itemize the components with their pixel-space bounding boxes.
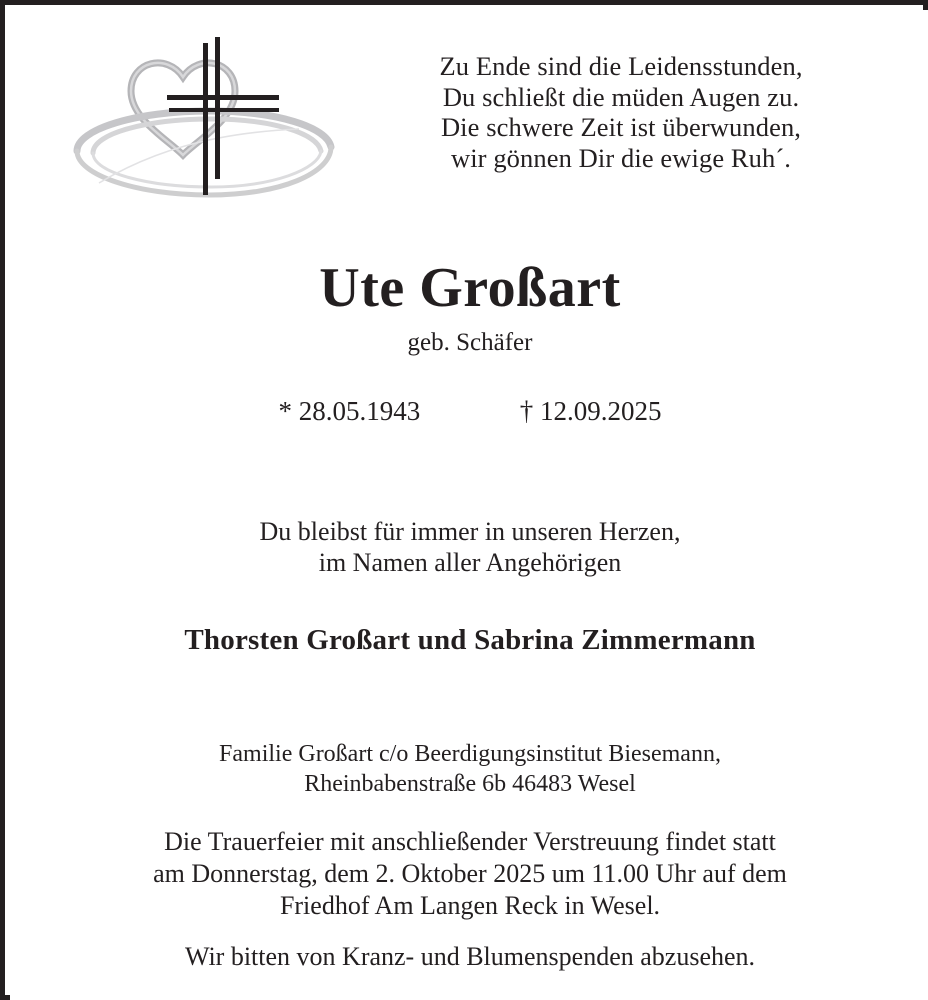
- heart-cross-swoosh-icon: [59, 33, 339, 213]
- contact-address: [11, 739, 928, 799]
- service-line-2: am Donnerstag, dem 2. Oktober 2025 um 11.00 Uhr auf dem: [153, 859, 787, 888]
- name-block: [11, 257, 928, 357]
- address-line-1: Familie Großart c/o Beerdigungsinstitut Biesemann,: [219, 741, 721, 767]
- memorial-verse: [361, 51, 881, 173]
- death-date: † 12.09.2025: [519, 396, 662, 426]
- address-line-2: Rheinbabenstraße 6b 46483 Wesel: [304, 771, 636, 797]
- memorial-message-line-1: Du bleibst für immer in unseren Herzen,: [259, 517, 681, 546]
- obituary-card: [10, 10, 928, 1000]
- survivor-names: Thorsten Großart und Sabrina Zimmermann: [184, 624, 756, 656]
- verse-line-3: Die schwere Zeit ist überwunden,: [440, 112, 802, 142]
- memorial-message: [11, 516, 928, 578]
- header-band: [11, 11, 928, 219]
- service-line-1: Die Trauerfeier mit anschließender Verstreuung findet statt: [164, 827, 776, 856]
- life-dates: [11, 395, 928, 427]
- maiden-name: geb. Schäfer: [407, 329, 533, 356]
- verse-line-4: wir gönnen Dir die ewige Ruhˊ.: [450, 142, 792, 173]
- birth-date: * 28.05.1943: [278, 396, 421, 426]
- deceased-name: Ute Großart: [319, 257, 621, 319]
- verse-line-1: Zu Ende sind die Leidensstunden,: [439, 51, 803, 81]
- closing-note: Wir bitten von Kranz- und Blumenspenden abzusehen.: [184, 942, 756, 971]
- service-details: [11, 826, 928, 922]
- verse-line-2: Du schließt die müden Augen zu.: [442, 81, 800, 112]
- memorial-message-line-2: im Namen aller Angehörigen: [318, 548, 622, 577]
- service-line-3: Friedhof Am Langen Reck in Wesel.: [279, 891, 661, 920]
